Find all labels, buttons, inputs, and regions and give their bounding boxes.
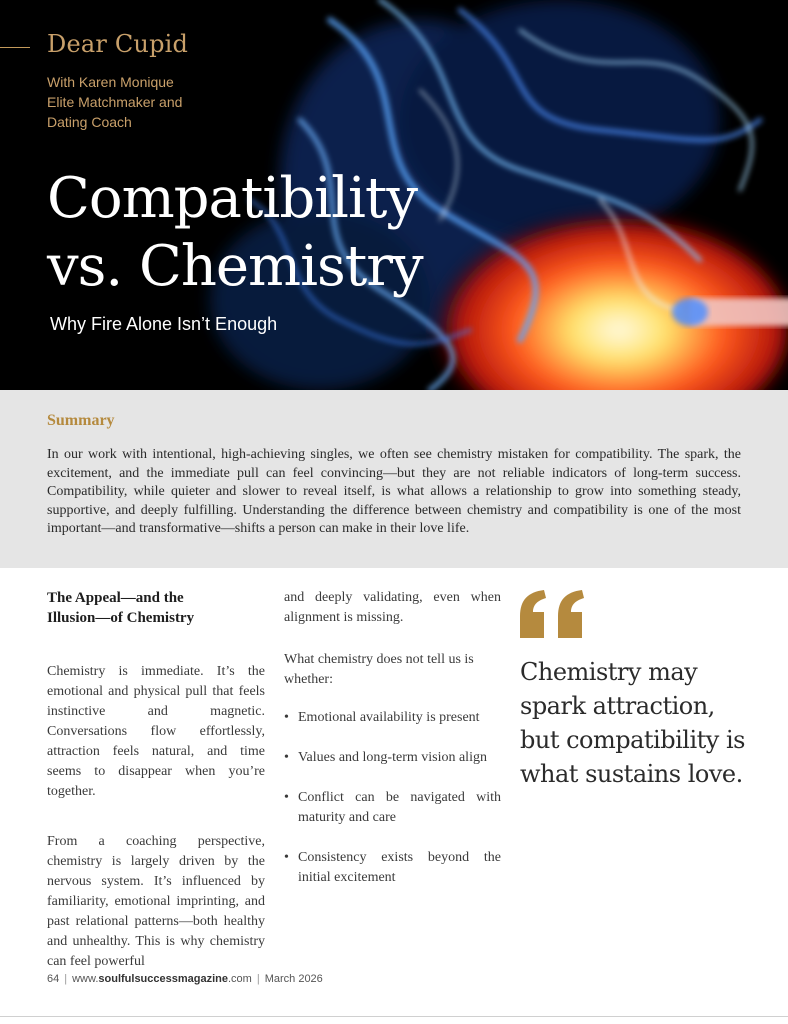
body-paragraph: and deeply validating, even when alignment is missing. xyxy=(284,590,501,625)
bullet-list xyxy=(284,708,501,888)
quotation-mark-icon xyxy=(520,590,586,638)
list-item-text: Conflict can be navigated with maturity and care xyxy=(298,790,501,825)
heading-line: Illusion—of Chemistry xyxy=(47,610,195,626)
bullet-icon: • xyxy=(284,750,289,765)
byline-line: Dating Coach xyxy=(47,114,132,130)
list-item xyxy=(284,708,501,728)
footer-separator: | xyxy=(64,973,68,985)
website-brand: soulfulsuccessmagazine xyxy=(98,973,228,985)
list-item xyxy=(284,788,501,828)
pull-quote: Chemistry may spark attraction, but compatibility is what sustains love. xyxy=(520,658,745,788)
byline-line: Elite Matchmaker and xyxy=(47,94,183,110)
article-title xyxy=(47,165,423,301)
heading-line: The Appeal—and the xyxy=(47,590,184,606)
bullet-icon: • xyxy=(284,790,289,805)
issue-date: March 2026 xyxy=(264,973,323,985)
body-paragraph: Chemistry is immediate. It’s the emotional and physical pull that feels instinctive and magnetic. Conversations flow effortlessly, attraction feels natural, and time seems to disappear when you’re together. xyxy=(47,664,265,799)
bullet-icon: • xyxy=(284,710,289,725)
summary-box xyxy=(0,390,788,568)
article-column-2 xyxy=(284,588,501,908)
article-column-1 xyxy=(47,588,265,1002)
summary-text: In our work with intentional, high-achieving singles, we often see chemistry mistaken for compatibility. The spark, the excitement, and the immediate pull can feel convincing—but they are not reliable indicators of long-term success. Compatibility, while quieter and slower to reveal itself, is what allows a relationship to grow into something steady, supportive, and deeply fulfilling. Understanding the difference between chemistry and compatibility is one of the most important—and transformative—shifts a person can make in their love life. xyxy=(47,447,741,536)
body-paragraph: From a coaching perspective, chemistry is largely driven by the nervous system. It’s influenced by familiarity, emotional imprinting, and past relational patterns—both healthy and unhealthy. This is why chemistry can feel powerful xyxy=(47,834,265,969)
page-footer xyxy=(47,973,323,985)
list-item-text: Emotional availability is present xyxy=(298,710,480,725)
list-item xyxy=(284,848,501,888)
list-item-text: Values and long-term vision align xyxy=(298,750,487,765)
page-number: 64 xyxy=(47,973,60,985)
title-line: Compatibility xyxy=(47,166,418,231)
hero-section xyxy=(0,0,788,390)
body-paragraph: What chemistry does not tell us is whether: xyxy=(284,652,474,687)
list-item xyxy=(284,748,501,768)
title-line: vs. Chemistry xyxy=(47,234,423,299)
website-link[interactable] xyxy=(72,973,252,985)
section-heading xyxy=(47,588,265,628)
website-suffix: .com xyxy=(228,973,252,985)
bullet-icon: • xyxy=(284,850,289,865)
byline xyxy=(47,72,182,132)
header-rule xyxy=(0,47,30,48)
article-subtitle: Why Fire Alone Isn’t Enough xyxy=(50,314,278,334)
column-name: Dear Cupid xyxy=(47,30,189,58)
list-item-text: Consistency exists beyond the initial excitement xyxy=(298,850,501,885)
page-edge xyxy=(0,1016,788,1017)
summary-heading: Summary xyxy=(47,412,115,429)
byline-line: With Karen Monique xyxy=(47,74,174,90)
website-prefix: www. xyxy=(72,973,99,985)
footer-separator: | xyxy=(256,973,260,985)
